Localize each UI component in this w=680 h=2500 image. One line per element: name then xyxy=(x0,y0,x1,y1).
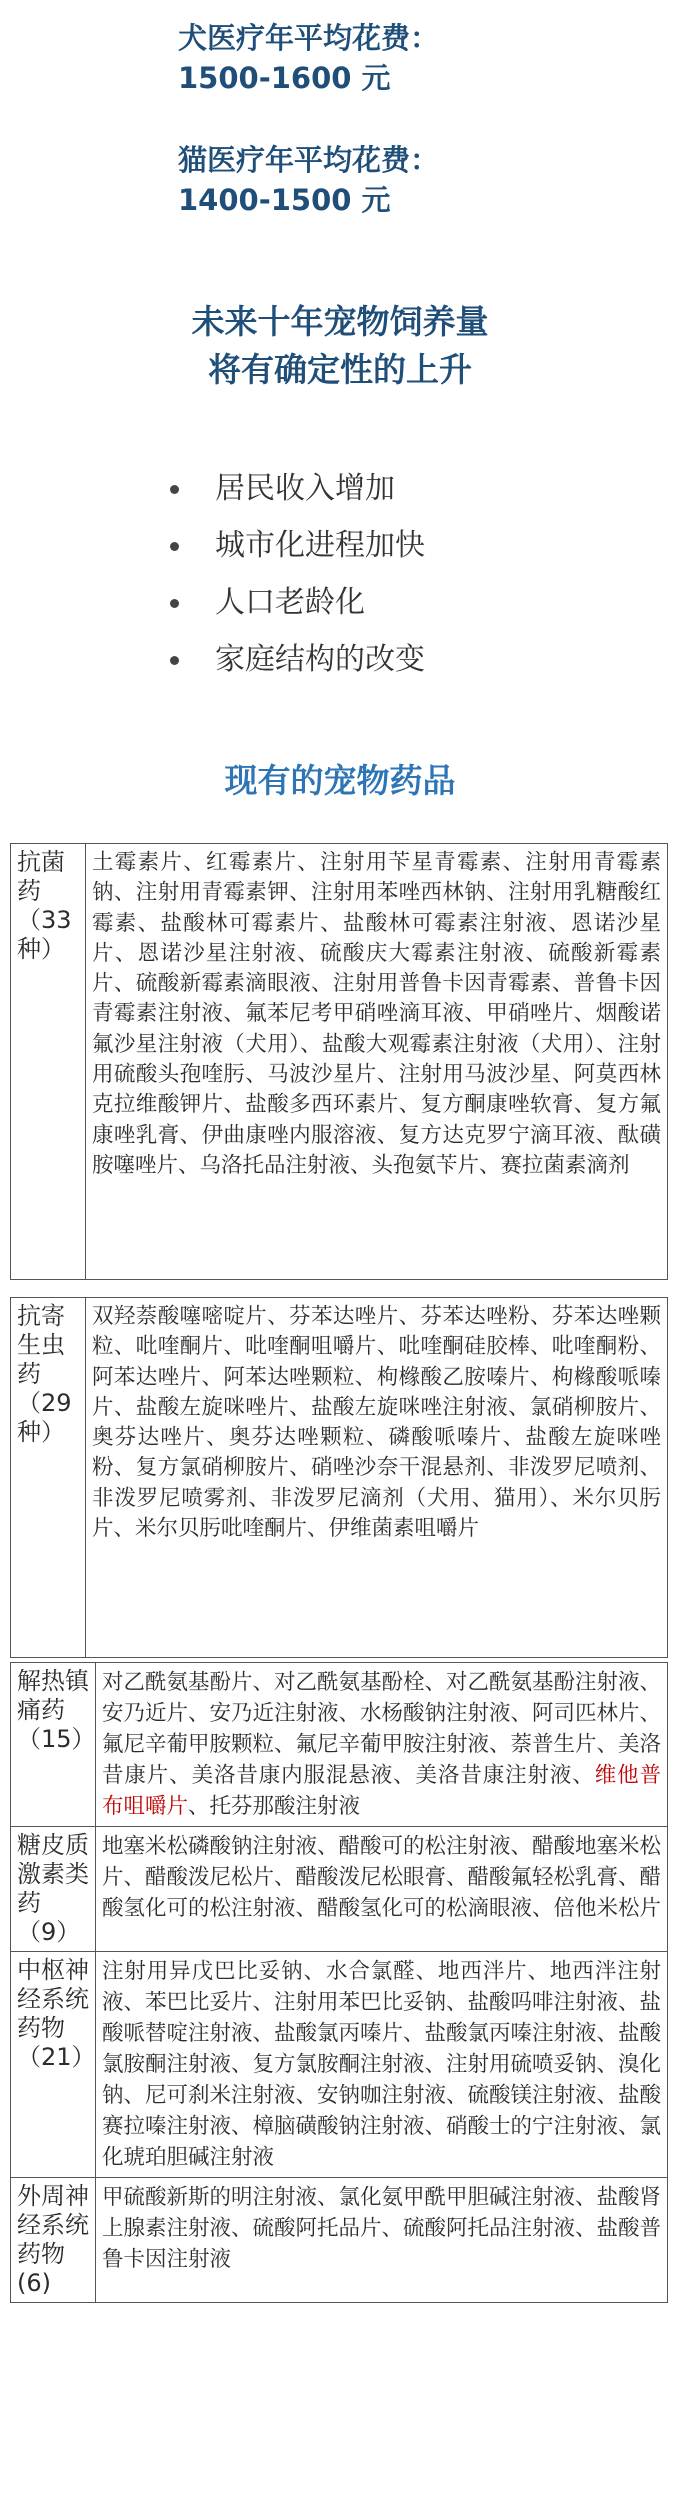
table-row xyxy=(11,1298,668,1658)
list-item xyxy=(170,631,425,688)
list-item-text: 家庭结构的改变 xyxy=(215,642,425,677)
dog-cost-title: 犬医疗年平均花费： xyxy=(178,21,440,55)
list-item xyxy=(170,517,425,574)
list-item xyxy=(170,574,425,631)
table-row xyxy=(11,1952,668,2178)
list-item-text: 城市化进程加快 xyxy=(215,528,425,563)
bullet-dot-icon xyxy=(170,599,179,608)
drug-list-cell: 地塞米松磷酸钠注射液、醋酸可的松注射液、醋酸地塞米松片、醋酸泼尼松片、醋酸泼尼松眼膏、醋酸氟轻松乳膏、醋酸氢化可的松注射液、醋酸氢化可的松滴眼液、倍他米松片 xyxy=(96,1827,668,1952)
drug-list-cell: 注射用异戊巴比妥钠、水合氯醛、地西泮片、地西泮注射液、苯巴比妥片、注射用苯巴比妥钠、盐酸吗啡注射液、盐酸哌替啶注射液、盐酸氯丙嗪片、盐酸氯丙嗪注射液、盐酸氯胺酮注射液、复方氯胺酮注射液、注射用硫喷妥钠、溴化钠、尼可刹米注射液、安钠咖注射液、硫酸镁注射液、盐酸赛拉嗪注射液、樟脑磺酸钠注射液、硝酸士的宁注射液、氯化琥珀胆碱注射液 xyxy=(96,1952,668,2178)
list-item-text: 人口老龄化 xyxy=(215,585,365,620)
dog-cost-block xyxy=(178,18,439,98)
category-cell: 抗寄生虫药（29种） xyxy=(11,1298,86,1658)
category-cell: 解热镇痛药（15） xyxy=(11,1663,96,1827)
category-cell: 中枢神经系统药物（21） xyxy=(11,1952,96,2178)
bullet-dot-icon xyxy=(170,542,179,551)
drug-category-table xyxy=(10,1662,668,2303)
category-cell: 抗菌药（33种） xyxy=(11,844,86,1280)
cat-cost-block xyxy=(178,140,439,220)
drug-list-tail: 、托芬那酸注射液 xyxy=(188,1794,361,1819)
drug-list-cell: 双羟萘酸噻嘧啶片、芬苯达唑片、芬苯达唑粉、芬苯达唑颗粒、吡喹酮片、吡喹酮咀嚼片、吡喹酮硅胶棒、吡喹酮粉、阿苯达唑片、阿苯达唑颗粒、枸橼酸乙胺嗪片、枸橼酸哌嗪片、盐酸左旋咪唑片、盐酸左旋咪唑注射液、氯硝柳胺片、奥芬达唑片、奥芬达唑颗粒、磷酸哌嗪片、盐酸左旋咪唑粉、复方氯硝柳胺片、硝唑沙奈干混悬剂、非泼罗尼喷剂、非泼罗尼喷雾剂、非泼罗尼滴剂（犬用、猫用）、米尔贝肟片、米尔贝肟吡喹酮片、伊维菌素咀嚼片 xyxy=(86,1298,668,1658)
highlighted-drug: 维他普布咀嚼片 xyxy=(102,1763,661,1819)
table-row xyxy=(11,1827,668,1952)
drug-list-cell: 土霉素片、红霉素片、注射用苄星青霉素、注射用青霉素钠、注射用青霉素钾、注射用苯唑西林钠、注射用乳糖酸红霉素、盐酸林可霉素片、盐酸林可霉素注射液、恩诺沙星片、恩诺沙星注射液、硫酸庆大霉素注射液、硫酸新霉素片、硫酸新霉素滴眼液、注射用普鲁卡因青霉素、普鲁卡因青霉素注射液、氟苯尼考甲硝唑滴耳液、甲硝唑片、烟酸诺氟沙星注射液（犬用）、盐酸大观霉素注射液（犬用）、注射用硫酸头孢喹肟、马波沙星片、注射用马波沙星、阿莫西林克拉维酸钾片、盐酸多西环素片、复方酮康唑软膏、复方氟康唑乳膏、伊曲康唑内服溶液、复方达克罗宁滴耳液、酞磺胺噻唑片、乌洛托品注射液、头孢氨苄片、赛拉菌素滴剂 xyxy=(86,844,668,1280)
reasons-list xyxy=(170,460,425,688)
future-heading-line1: 未来十年宠物饲养量 xyxy=(191,302,489,341)
drug-list-cell: 甲硫酸新斯的明注射液、氯化氨甲酰甲胆碱注射液、盐酸肾上腺素注射液、硫酸阿托品片、硫酸阿托品注射液、盐酸普鲁卡因注射液 xyxy=(96,2178,668,2303)
bullet-dot-icon xyxy=(170,656,179,665)
table-row xyxy=(11,2178,668,2303)
list-item xyxy=(170,460,425,517)
drug-list-text: 对乙酰氨基酚片、对乙酰氨基酚栓、对乙酰氨基酚注射液、安乃近片、安乃近注射液、水杨酸钠注射液、阿司匹林片、氟尼辛葡甲胺颗粒、氟尼辛葡甲胺注射液、萘普生片、美洛昔康片、美洛昔康内服混悬液、美洛昔康注射液、 xyxy=(102,1670,662,1788)
category-cell: 糖皮质激素类药（9） xyxy=(11,1827,96,1952)
bullet-dot-icon xyxy=(170,485,179,494)
future-heading xyxy=(0,298,680,394)
antiparasitic-table xyxy=(10,1297,668,1658)
cat-cost-title: 猫医疗年平均花费： xyxy=(178,143,440,177)
antibacterial-table xyxy=(10,843,668,1280)
category-cell: 外周神经系统药物(6) xyxy=(11,2178,96,2303)
cat-cost-value: 1400-1500 元 xyxy=(178,183,391,217)
dog-cost-value: 1500-1600 元 xyxy=(178,61,391,95)
future-heading-line2: 将有确定性的上升 xyxy=(208,350,472,389)
table-row xyxy=(11,1663,668,1827)
drugs-heading: 现有的宠物药品 xyxy=(224,761,456,800)
drug-list-cell xyxy=(96,1663,668,1827)
table-row xyxy=(11,844,668,1280)
list-item-text: 居民收入增加 xyxy=(215,471,395,506)
